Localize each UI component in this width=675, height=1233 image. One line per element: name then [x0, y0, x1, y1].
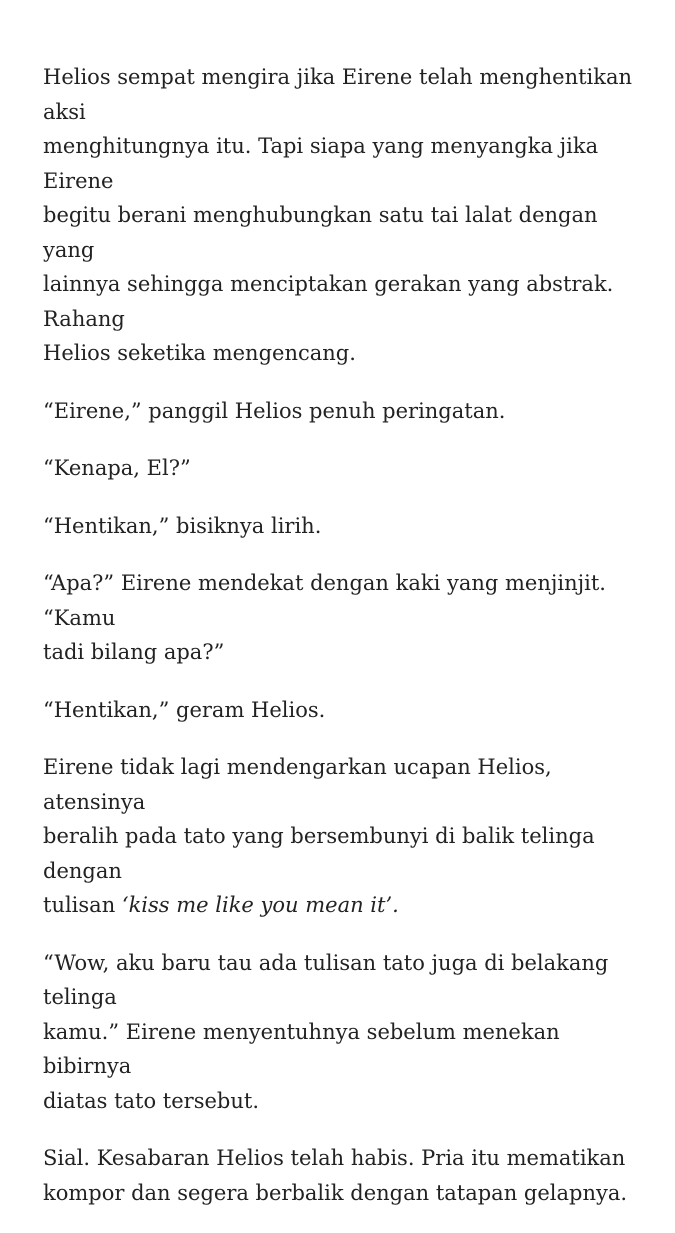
paragraph-4: “Hentikan,” bisiknya lirih.	[43, 513, 322, 538]
paragraph-7	[43, 750, 643, 923]
paragraph-1: Helios sempat mengira jika Eirene telah menghentikan aksi menghitungnya itu. Tapi siapa yang menyangka jika Eirene begitu berani menghubungkan satu tai lalat dengan yang lainnya sehingga menciptakan gerakan yang abstrak. Rahang Helios seketika mengencang.	[43, 65, 633, 365]
story-text	[43, 60, 643, 1233]
paragraph-8: “Wow, aku baru tau ada tulisan tato juga di belakang telinga kamu.” Eirene menyentuhnya sebelum menekan bibirnya diatas tato tersebut.	[43, 950, 609, 1113]
tattoo-quote: ‘kiss me like you mean it’.	[121, 893, 399, 917]
paragraph-2: “Eirene,” panggil Helios penuh peringatan.	[43, 398, 506, 423]
paragraph-6: “Hentikan,” geram Helios.	[43, 697, 326, 722]
paragraph-5: “Apa?” Eirene mendekat dengan kaki yang menjinjit. “Kamu tadi bilang apa?”	[43, 571, 606, 664]
paragraph-3: “Kenapa, El?”	[43, 456, 191, 480]
paragraph-9: Sial. Kesabaran Helios telah habis. Pria itu mematikan kompor dan segera berbalik dengan tatapan gelapnya.	[43, 1146, 628, 1205]
paragraph-7-text: Eirene tidak lagi mendengarkan ucapan Helios, atensinya beralih pada tato yang bersembunyi di balik telinga dengan tulisan	[43, 755, 595, 917]
